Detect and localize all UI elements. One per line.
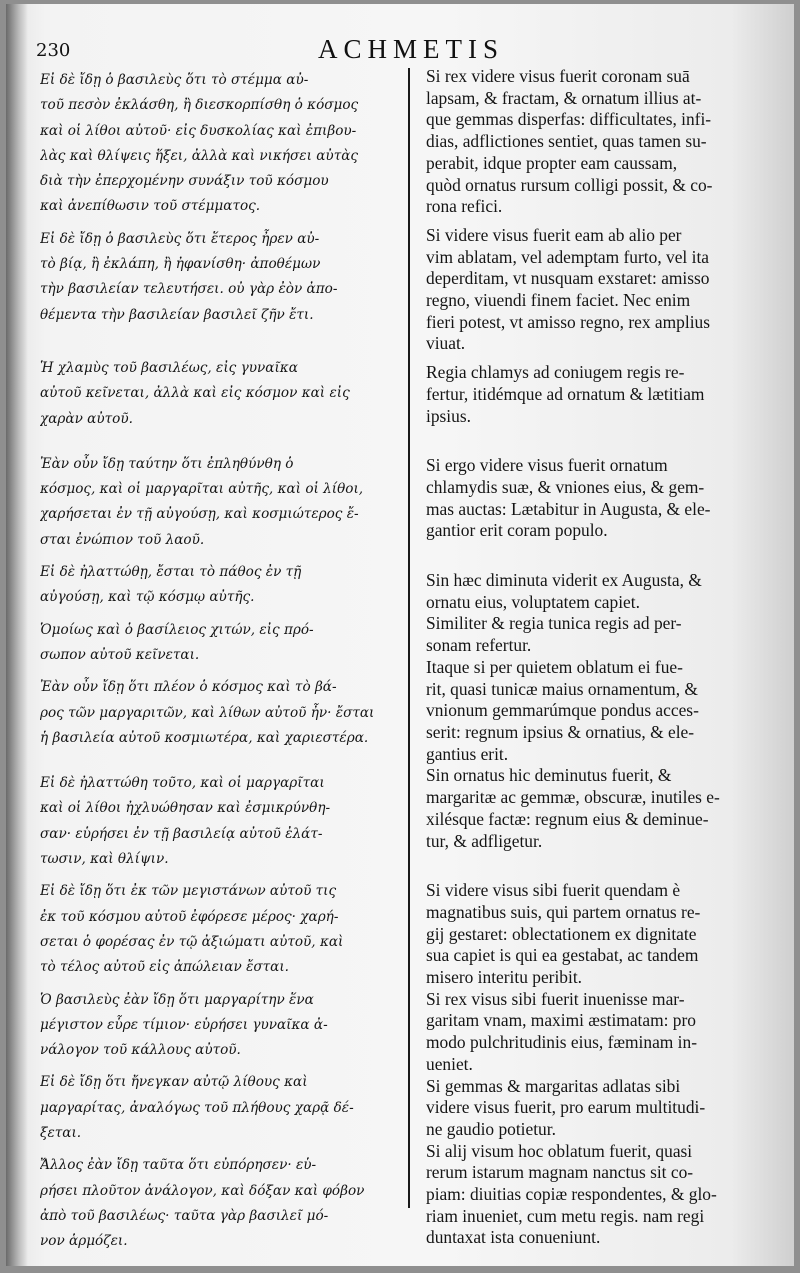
text-line: σεται ὁ φορέσας ἐν τῷ ἀξιώματι αὐτοῦ, καὶ bbox=[40, 933, 344, 950]
text-line: misero interitu peribit. bbox=[426, 967, 582, 988]
latin-paragraph bbox=[426, 1141, 776, 1250]
text-line: τοῦ πεσὸν ἐκλάσθη, ἢ διεσκορπίσθη ὁ κόσμος bbox=[40, 97, 359, 114]
text-line: rerum istarum magnam nanctus sit co- bbox=[426, 1162, 694, 1183]
text-line: Ἡ χλαμὺς τοῦ βασιλέως, εἰς γυναῖκα bbox=[40, 359, 298, 376]
text-line: fertur, itidémque ad ornatum & lætitiam bbox=[426, 383, 705, 404]
text-line: ἡ βασιλεία αὐτοῦ κοσμιωτέρα, καὶ χαριεστέρα. bbox=[40, 729, 369, 746]
text-line: videre visus fuerit, pro earum multitudi- bbox=[426, 1097, 706, 1118]
text-line: Sin hæc diminuta viderit ex Augusta, & bbox=[426, 570, 702, 591]
latin-paragraph bbox=[426, 362, 776, 427]
latin-paragraph bbox=[426, 225, 776, 355]
text-line: Εἰ δὲ ἴδῃ ὁ βασιλεὺς ὅτι τὸ στέμμα αὐ- bbox=[40, 72, 309, 88]
text-line: Si ergo videre visus fuerit ornatum bbox=[426, 455, 668, 476]
text-line: perabit, idque propter eam caussam, bbox=[426, 152, 678, 173]
text-line: Εἰ δὲ ἴδῃ ὅτι ἐκ τῶν μεγιστάνων αὐτοῦ τις bbox=[40, 883, 337, 900]
text-line: Ὁμοίως καὶ ὁ βασίλειος χιτών, εἰς πρό- bbox=[40, 621, 314, 638]
greek-paragraph bbox=[40, 68, 400, 220]
text-line: margaritæ ac gemmæ, obscuræ, inutiles e- bbox=[426, 787, 720, 808]
column-divider bbox=[408, 68, 410, 1208]
latin-paragraph bbox=[426, 66, 776, 218]
text-line: vnionum gemmarúmque pondus acces- bbox=[426, 700, 699, 721]
latin-column bbox=[426, 66, 776, 1249]
text-line: θέμεντα τὴν βασιλείαν βασιλεῖ ζῆν ἔτι. bbox=[40, 306, 314, 323]
text-line: μέγιστον εὗρε τίμιον· εὑρήσει γυναῖκα ἀ- bbox=[40, 1016, 328, 1033]
text-line: vim ablatam, vel ademptam furto, vel ita bbox=[426, 246, 709, 267]
text-line: serit: regnum ipsius & ornatius, & ele- bbox=[426, 721, 695, 742]
latin-paragraph bbox=[426, 1076, 776, 1141]
text-line: riam inueniet, cum metu regis. nam regi bbox=[426, 1205, 705, 1226]
text-line: καὶ οἱ λίθοι ἠχλυώθησαν καὶ ἐσμικρύνθη- bbox=[40, 800, 331, 817]
text-line: μαργαρίτας, ἀναλόγως τοῦ πλήθους χαρᾷ δέ- bbox=[40, 1099, 354, 1116]
text-line: tur, & adfligetur. bbox=[426, 830, 543, 851]
text-line: σται ἐνώπιον τοῦ λαοῦ. bbox=[40, 531, 205, 548]
text-line: dias, adflictiones sentiet, quas tamen su- bbox=[426, 131, 707, 152]
greek-paragraph bbox=[40, 675, 400, 751]
text-line: Itaque si per quietem oblatum ei fue- bbox=[426, 656, 683, 677]
greek-paragraph bbox=[40, 227, 400, 328]
text-line: Si alij visum hoc oblatum fuerit, quasi bbox=[426, 1140, 693, 1161]
text-line: καὶ ἀνεπίθωσιν τοῦ στέμματος. bbox=[40, 198, 261, 215]
text-line: Ἄλλος ἐὰν ἴδῃ ταῦτα ὅτι εὐπόρησεν· εὑ- bbox=[40, 1157, 317, 1174]
text-line: Regia chlamys ad coniugem regis re- bbox=[426, 362, 685, 383]
text-line: ρος τῶν μαργαριτῶν, καὶ λίθων αὐτοῦ ἦν· ἔσται bbox=[40, 704, 375, 721]
text-line: καὶ οἱ λίθοι αὐτοῦ· εἰς δυσκολίας καὶ ἐπιβου- bbox=[40, 122, 357, 139]
text-line: chlamydis suæ, & vniones eius, & gem- bbox=[426, 476, 705, 497]
greek-paragraph bbox=[40, 1070, 400, 1146]
text-line: χαρήσεται ἐν τῇ αὐγούσῃ, καὶ κοσμιώτερος ἔ- bbox=[40, 506, 359, 523]
text-line: Ἐὰν οὖν ἴδῃ ὅτι πλέον ὁ κόσμος καὶ τὸ βά- bbox=[40, 679, 337, 696]
text-line: mas auctas: Lætabitur in Augusta, & ele- bbox=[426, 498, 711, 519]
text-line: magnatibus suis, qui partem ornatus re- bbox=[426, 901, 701, 922]
text-line: piam: diuitias copiæ respondentes, & glo- bbox=[426, 1184, 717, 1205]
greek-paragraph bbox=[40, 356, 400, 432]
latin-paragraph bbox=[426, 880, 776, 989]
text-line: Εἰ δὲ ἠλαττώθη τοῦτο, καὶ οἱ μαργαρῖται bbox=[40, 775, 325, 792]
text-line: quòd ornatus rursum colligi possit, & co- bbox=[426, 174, 713, 195]
text-line: νον ἁρμόζει. bbox=[40, 1233, 128, 1250]
text-line: νάλογον τοῦ κάλλους αὐτοῦ. bbox=[40, 1042, 241, 1059]
greek-paragraph bbox=[40, 879, 400, 980]
latin-paragraph bbox=[426, 570, 776, 613]
text-line: lapsam, & fractam, & ornatum illius at- bbox=[426, 87, 702, 108]
text-line: rit, quasi tunicæ maius ornamentum, & bbox=[426, 678, 698, 699]
text-line: gij gestaret: oblectationem ex dignitate bbox=[426, 923, 697, 944]
text-line: σαν· εὑρήσει ἐν τῇ βασιλείᾳ αὐτοῦ ἐλάτ- bbox=[40, 825, 323, 842]
text-line: sonam refertur. bbox=[426, 635, 532, 656]
text-line: rona refici. bbox=[426, 196, 503, 217]
text-line: viuat. bbox=[426, 333, 466, 354]
text-line: Ἐὰν οὖν ἴδῃ ταύτην ὅτι ἐπληθύνθη ὁ bbox=[40, 455, 294, 472]
text-line: xilésque factæ: regnum eius & deminue- bbox=[426, 808, 709, 829]
text-line: τὴν βασιλείαν τελευτήσει. οὐ γὰρ ἐὸν ἀπο- bbox=[40, 281, 338, 298]
text-line: χαρὰν αὐτοῦ. bbox=[40, 410, 133, 427]
text-line: σωπον αὐτοῦ κεῖνεται. bbox=[40, 646, 200, 663]
text-line: sua capiet is qui ea gestabat, ac tandem bbox=[426, 945, 699, 966]
page-number: 230 bbox=[36, 40, 71, 61]
text-line: gantius erit. bbox=[426, 743, 509, 764]
text-line: λὰς καὶ θλίψεις ἥξει, ἀλλὰ καὶ νικήσει αὐτὰς bbox=[40, 147, 359, 164]
text-line: Εἰ δὲ ἠλαττώθῃ, ἔσται τὸ πάθος ἐν τῇ bbox=[40, 564, 302, 581]
greek-paragraph bbox=[40, 988, 400, 1064]
text-line: Ὁ βασιλεὺς ἐὰν ἴδῃ ὅτι μαργαρίτην ἕνα bbox=[40, 991, 314, 1008]
text-line: τὸ τέλος αὐτοῦ εἰς ἀπώλειαν ἔσται. bbox=[40, 959, 289, 976]
binding-shadow bbox=[6, 4, 28, 1266]
greek-column bbox=[40, 68, 400, 1254]
text-line: Si rex videre visus fuerit coronam suā bbox=[426, 66, 690, 86]
greek-paragraph bbox=[40, 771, 400, 872]
latin-paragraph bbox=[426, 657, 776, 766]
text-line: διὰ τὴν ἐπερχομένην συνάξιν τοῦ κόσμου bbox=[40, 173, 329, 190]
greek-paragraph bbox=[40, 560, 400, 611]
text-line: τὸ βίᾳ, ἢ ἐκλάπη, ἢ ἠφανίσθη· ἀποθέμων bbox=[40, 256, 321, 273]
text-line: deperditam, vt nusquam exstaret: amisso bbox=[426, 268, 710, 289]
greek-paragraph bbox=[40, 1153, 400, 1254]
latin-paragraph bbox=[426, 613, 776, 656]
text-line: ἐκ τοῦ κόσμου αὐτοῦ ἐφόρεσε μέρος· χαρή- bbox=[40, 908, 339, 925]
text-line: gantior erit coram populo. bbox=[426, 520, 608, 541]
text-line: τωσιν, καὶ θλίψιν. bbox=[40, 851, 169, 868]
text-line: fieri potest, vt amisso regno, rex amplius bbox=[426, 311, 710, 332]
text-line: regno, viuendi finem faciet. Nec enim bbox=[426, 290, 691, 311]
text-line: modo pulchritudinis eius, fæminam in- bbox=[426, 1032, 697, 1053]
text-line: ρήσει πλοῦτον ἀνάλογον, καὶ δόξαν καὶ φόβον bbox=[40, 1182, 365, 1199]
text-line: ornatu eius, voluptatem capiet. bbox=[426, 591, 640, 612]
text-line: κόσμος, καὶ οἱ μαργαρῖται αὐτῆς, καὶ οἱ λίθοι, bbox=[40, 481, 364, 498]
greek-paragraph bbox=[40, 618, 400, 669]
text-line: garitam vnam, maximi æstimatam: pro bbox=[426, 1010, 696, 1031]
text-line: ueniet. bbox=[426, 1053, 473, 1074]
greek-paragraph bbox=[40, 452, 400, 553]
text-line: Si videre visus fuerit eam ab alio per bbox=[426, 224, 682, 245]
latin-paragraph bbox=[426, 989, 776, 1076]
text-line: ne gaudio potietur. bbox=[426, 1118, 556, 1139]
text-line: ἀπὸ τοῦ βασιλέως· ταῦτα γὰρ βασιλεῖ μό- bbox=[40, 1207, 329, 1224]
latin-paragraph bbox=[426, 455, 776, 542]
text-line: Si rex visus sibi fuerit inuenisse mar- bbox=[426, 988, 685, 1009]
text-line: Εἰ δὲ ἴδῃ ὁ βασιλεὺς ὅτι ἕτερος ἦρεν αὐ- bbox=[40, 230, 320, 247]
text-line: ipsius. bbox=[426, 405, 471, 426]
text-line: αὐγούσῃ, καὶ τῷ κόσμῳ αὐτῆς. bbox=[40, 589, 255, 606]
text-line: Sin ornatus hic deminutus fuerit, & bbox=[426, 765, 672, 786]
running-head: ACHMETIS bbox=[317, 34, 504, 64]
text-line: duntaxat ista conueniunt. bbox=[426, 1227, 601, 1248]
text-line: Si gemmas & margaritas adlatas sibi bbox=[426, 1075, 681, 1096]
latin-paragraph bbox=[426, 765, 776, 852]
text-line: Similiter & regia tunica regis ad per- bbox=[426, 613, 682, 634]
text-line: ξεται. bbox=[40, 1124, 82, 1141]
text-line: Si videre visus sibi fuerit quendam è bbox=[426, 880, 681, 901]
text-line: Εἰ δὲ ἴδῃ ὅτι ἤνεγκαν αὐτῷ λίθους καὶ bbox=[40, 1074, 308, 1091]
text-line: αὐτοῦ κεῖνεται, ἀλλὰ καὶ εἰς κόσμον καὶ εἰς bbox=[40, 385, 350, 402]
text-line: que gemmas disperfas: difficultates, infi- bbox=[426, 109, 712, 130]
book-page bbox=[6, 4, 794, 1266]
